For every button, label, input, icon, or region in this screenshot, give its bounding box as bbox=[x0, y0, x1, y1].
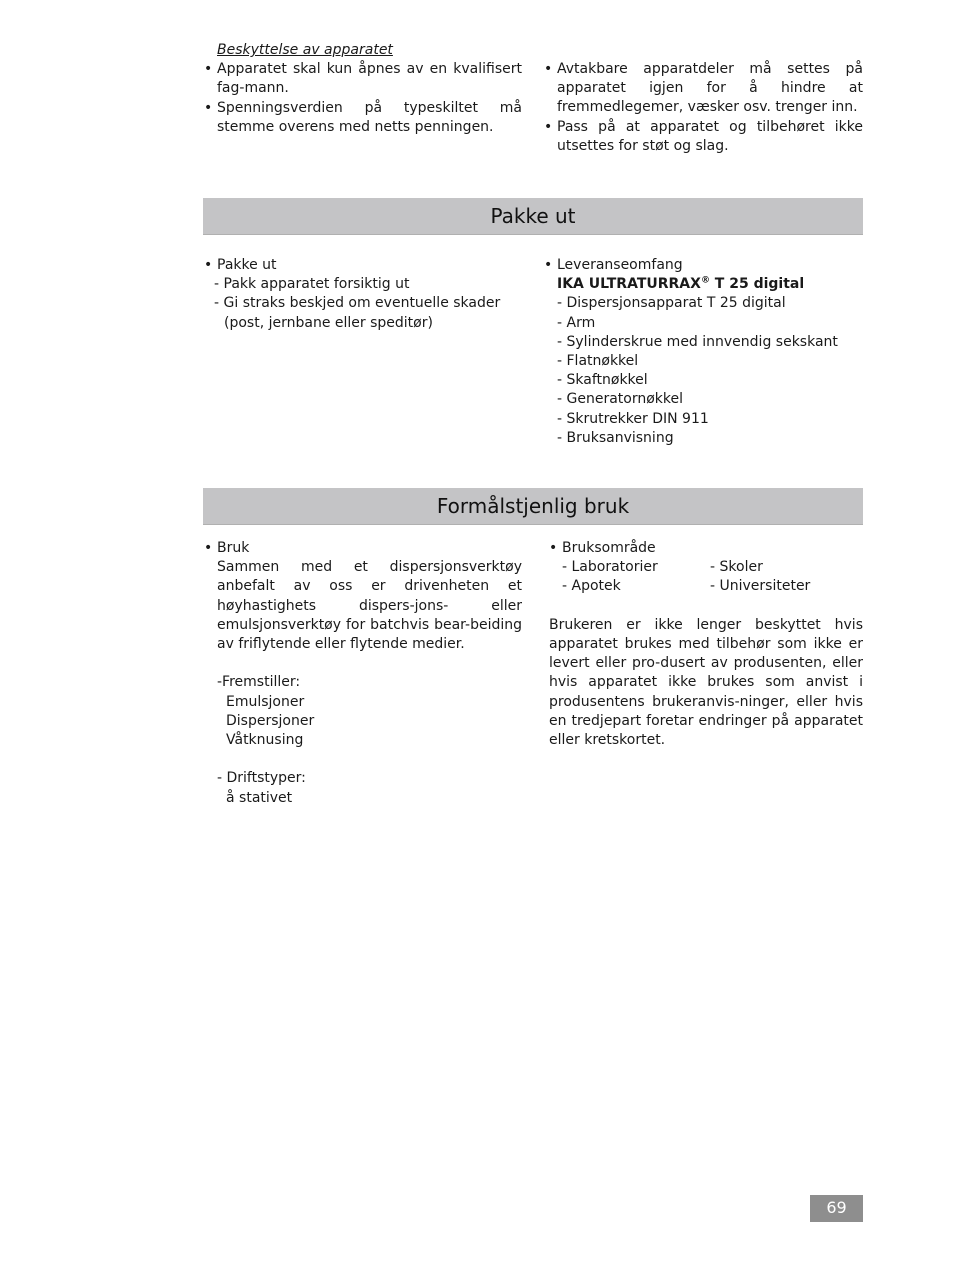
product-name-prefix: IKA ULTRATURRAX bbox=[557, 276, 701, 293]
usage-paragraph: Sammen med et dispersjonsverktøy anbefalt av oss er drivenheten et høyhastighets dispers-jons- eller emulsjonsverktøy for batchvis bear-beiding av friflytende eller flytende medier. bbox=[217, 559, 522, 653]
bullet-item bbox=[204, 60, 522, 98]
list-item: - Dispersjonsapparat T 25 digital bbox=[557, 295, 786, 312]
bullet-text: Avtakbare apparatdeler må settes på apparatet igjen for å hindre at fremmedlegemer, væsker osv. trenger inn. bbox=[557, 61, 863, 116]
delivery-scope-column bbox=[544, 256, 863, 448]
list-item: - Gi straks beskjed om eventuelle skader (post, jernbane eller speditør) bbox=[214, 295, 501, 331]
unpack-list bbox=[204, 275, 522, 333]
registered-mark: ® bbox=[700, 275, 710, 286]
fremstiller-list bbox=[217, 693, 522, 751]
bullet-dot: • bbox=[204, 61, 213, 78]
heading-delivery-scope: Leveranseomfang bbox=[557, 257, 683, 273]
bullet-item bbox=[204, 99, 522, 137]
list-item: Emulsjoner bbox=[226, 693, 305, 710]
bullet-heading bbox=[544, 256, 863, 275]
bullet-dot: • bbox=[544, 61, 553, 77]
fremstiller-label: -Fremstiller: bbox=[217, 674, 301, 691]
product-name-suffix: T 25 digital bbox=[709, 276, 805, 293]
list-item: - Skaftnøkkel bbox=[557, 372, 648, 389]
section-title-formalstjenlig-bruk: Formålstjenlig bruk bbox=[203, 488, 863, 525]
areas-col-2 bbox=[710, 558, 810, 596]
heading-bruksomrade: Bruksområde bbox=[562, 540, 656, 556]
list-item: - Arm bbox=[557, 314, 596, 331]
list-item: - Apotek bbox=[562, 578, 621, 595]
list-item: Våtknusing bbox=[226, 732, 304, 749]
bullet-heading bbox=[204, 539, 522, 558]
list-item: - Generatornøkkel bbox=[557, 391, 684, 408]
liability-paragraph: Brukeren er ikke lenger beskyttet hvis apparatet brukes med tilbehør som ikke er levert eller pro-dusert av produsenten, eller hvis apparatet ikke brukes som anvist i produsentens brukeranvis-ninger, eller hvis en tredjepart foretar endringer på apparatet eller kretskortet. bbox=[549, 616, 863, 748]
list-item: - Skrutrekker DIN 911 bbox=[557, 410, 709, 427]
bullet-dot: • bbox=[544, 118, 553, 135]
subheading-protection: Beskyttelse av apparatet bbox=[217, 42, 393, 58]
list-item: - Laboratorier bbox=[562, 559, 658, 576]
bullet-dot: • bbox=[544, 257, 553, 273]
heading-pakke-ut: Pakke ut bbox=[217, 257, 277, 273]
fremstiller-block bbox=[204, 673, 522, 750]
list-item: - Flatnøkkel bbox=[557, 353, 639, 370]
section-title-pakke-ut: Pakke ut bbox=[203, 198, 863, 235]
bullet-item bbox=[544, 60, 863, 118]
top-right-column bbox=[544, 60, 863, 156]
bullet-dot: • bbox=[549, 540, 558, 556]
areas-grid bbox=[549, 558, 863, 596]
top-left-column bbox=[204, 41, 522, 137]
heading-bruk: Bruk bbox=[217, 540, 250, 556]
pakke-ut-left-column bbox=[204, 256, 522, 333]
list-item: - Skoler bbox=[710, 559, 763, 576]
bullet-dot: • bbox=[204, 540, 213, 556]
bullet-heading bbox=[204, 256, 522, 275]
list-item: - Bruksanvisning bbox=[557, 429, 674, 446]
list-item: å stativet bbox=[226, 789, 293, 806]
areas-col-1 bbox=[562, 558, 658, 596]
bullet-heading bbox=[549, 539, 863, 558]
list-item: - Sylinderskrue med innvendig sekskant bbox=[557, 333, 838, 350]
list-item: - Universiteter bbox=[710, 578, 811, 595]
bullet-text: Pass på at apparatet og tilbehøret ikke utsettes for støt og slag. bbox=[557, 118, 863, 154]
bullet-dot: • bbox=[204, 257, 213, 273]
bullet-text: Apparatet skal kun åpnes av en kvalifisert fag-mann. bbox=[217, 61, 522, 97]
bruk-right-column bbox=[549, 539, 863, 750]
page-number: 69 bbox=[810, 1195, 863, 1222]
list-item: - Pakk apparatet forsiktig ut bbox=[214, 276, 410, 293]
product-name bbox=[544, 275, 863, 294]
delivery-list bbox=[544, 294, 863, 448]
bullet-item bbox=[544, 118, 863, 156]
bullet-text: Spenningsverdien på typeskiltet må stemme overens med netts penningen. bbox=[217, 99, 522, 135]
bruk-left-column bbox=[204, 539, 522, 808]
bullet-dot: • bbox=[204, 99, 213, 116]
drift-block bbox=[204, 769, 522, 807]
list-item: Dispersjoner bbox=[226, 712, 315, 729]
drift-label: - Driftstyper: bbox=[217, 770, 306, 787]
